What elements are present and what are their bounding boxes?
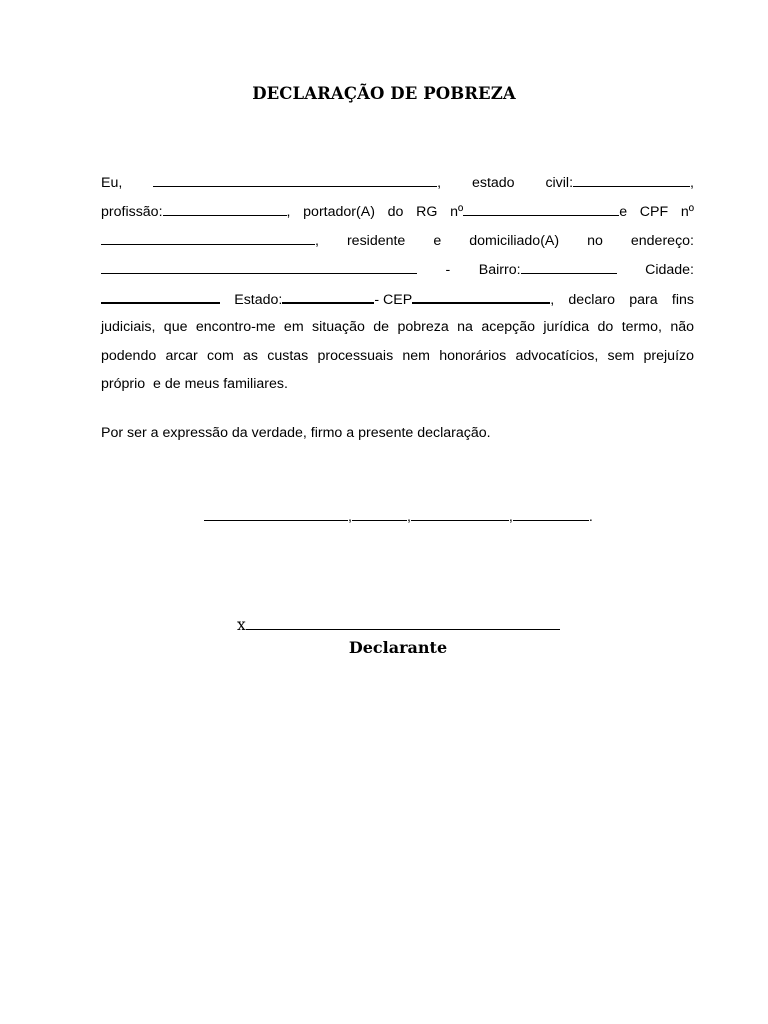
text-comma: ,	[550, 292, 555, 308]
text-numero: nº	[680, 204, 694, 220]
paragraph-line-3	[101, 232, 694, 249]
text-eu: Eu,	[101, 175, 123, 191]
paragraph-line-4	[101, 261, 694, 278]
text-do: do	[387, 204, 404, 220]
blank-cep	[412, 290, 550, 304]
text-residente: residente	[346, 233, 406, 249]
text-fins: fins	[671, 292, 694, 308]
text-profissao: profissão:	[101, 204, 163, 220]
text-estado: estado	[471, 175, 515, 191]
closing-text: Por ser a expressão da verdade, firmo a presente declaração.	[101, 425, 491, 441]
paragraph-line-2	[101, 203, 694, 220]
text-estado-label: Estado:	[234, 292, 283, 308]
date-separator: ,	[348, 509, 352, 525]
text-comma: ,	[437, 175, 442, 191]
paragraph-line-8	[101, 376, 694, 392]
paragraph-line-6	[101, 319, 694, 335]
paragraph-line-1	[101, 174, 694, 191]
text-dash: -	[445, 262, 451, 278]
date-end: .	[588, 509, 593, 525]
blank-state	[282, 290, 374, 304]
blank-day	[352, 508, 407, 521]
text-civil: civil:	[545, 175, 574, 191]
paragraph-text: podendo arcar com as custas processuais nem honorários advocatícios, sem prejuízo	[101, 348, 694, 364]
text-declaro: declaro	[568, 292, 615, 308]
signature-line	[237, 616, 560, 634]
date-separator: ,	[406, 509, 411, 525]
signature-prefix: x	[237, 616, 246, 634]
blank-place	[204, 508, 348, 521]
text-endereco: endereço:	[630, 233, 694, 249]
paragraph-text: judiciais, que encontro-me em situação de pobreza na acepção jurídica do termo, não	[101, 319, 694, 335]
paragraph-text: próprio e de meus familiares.	[101, 376, 288, 392]
text-para: para	[629, 292, 658, 308]
text-portador: portador(A)	[303, 204, 375, 220]
blank-city	[101, 290, 220, 304]
text-bairro: Bairro:	[478, 262, 521, 278]
text-no: no	[587, 233, 603, 249]
text-rg: RG	[416, 204, 438, 220]
paragraph-line-7	[101, 348, 694, 364]
blank-year	[513, 508, 589, 521]
text-e: e	[619, 204, 628, 220]
signature-label: Declarante	[348, 638, 448, 657]
text-numero: nº	[450, 204, 464, 220]
document-title: DECLARAÇÃO DE POBREZA	[252, 84, 516, 103]
text-cidade: Cidade:	[645, 262, 694, 278]
text-e: e	[433, 233, 442, 249]
text-comma: ,	[286, 204, 291, 220]
blank-neighborhood	[521, 261, 617, 274]
blank-address	[101, 261, 417, 274]
blank-profession	[163, 203, 287, 216]
date-place-line	[204, 508, 593, 525]
text-comma: ,	[690, 175, 694, 191]
blank-signature	[246, 616, 560, 630]
date-separator: ,	[508, 509, 513, 525]
text-domiciliado: domiciliado(A)	[469, 233, 560, 249]
text-cep: - CEP	[374, 292, 413, 308]
closing-statement	[101, 425, 694, 441]
paragraph-line-5	[101, 290, 694, 308]
blank-month	[411, 508, 509, 521]
blank-cpf	[101, 232, 315, 245]
blank-civil-status	[573, 174, 690, 187]
blank-name	[153, 174, 437, 187]
text-cpf: CPF	[639, 204, 669, 220]
text-comma: ,	[315, 233, 319, 249]
blank-rg	[463, 203, 619, 216]
